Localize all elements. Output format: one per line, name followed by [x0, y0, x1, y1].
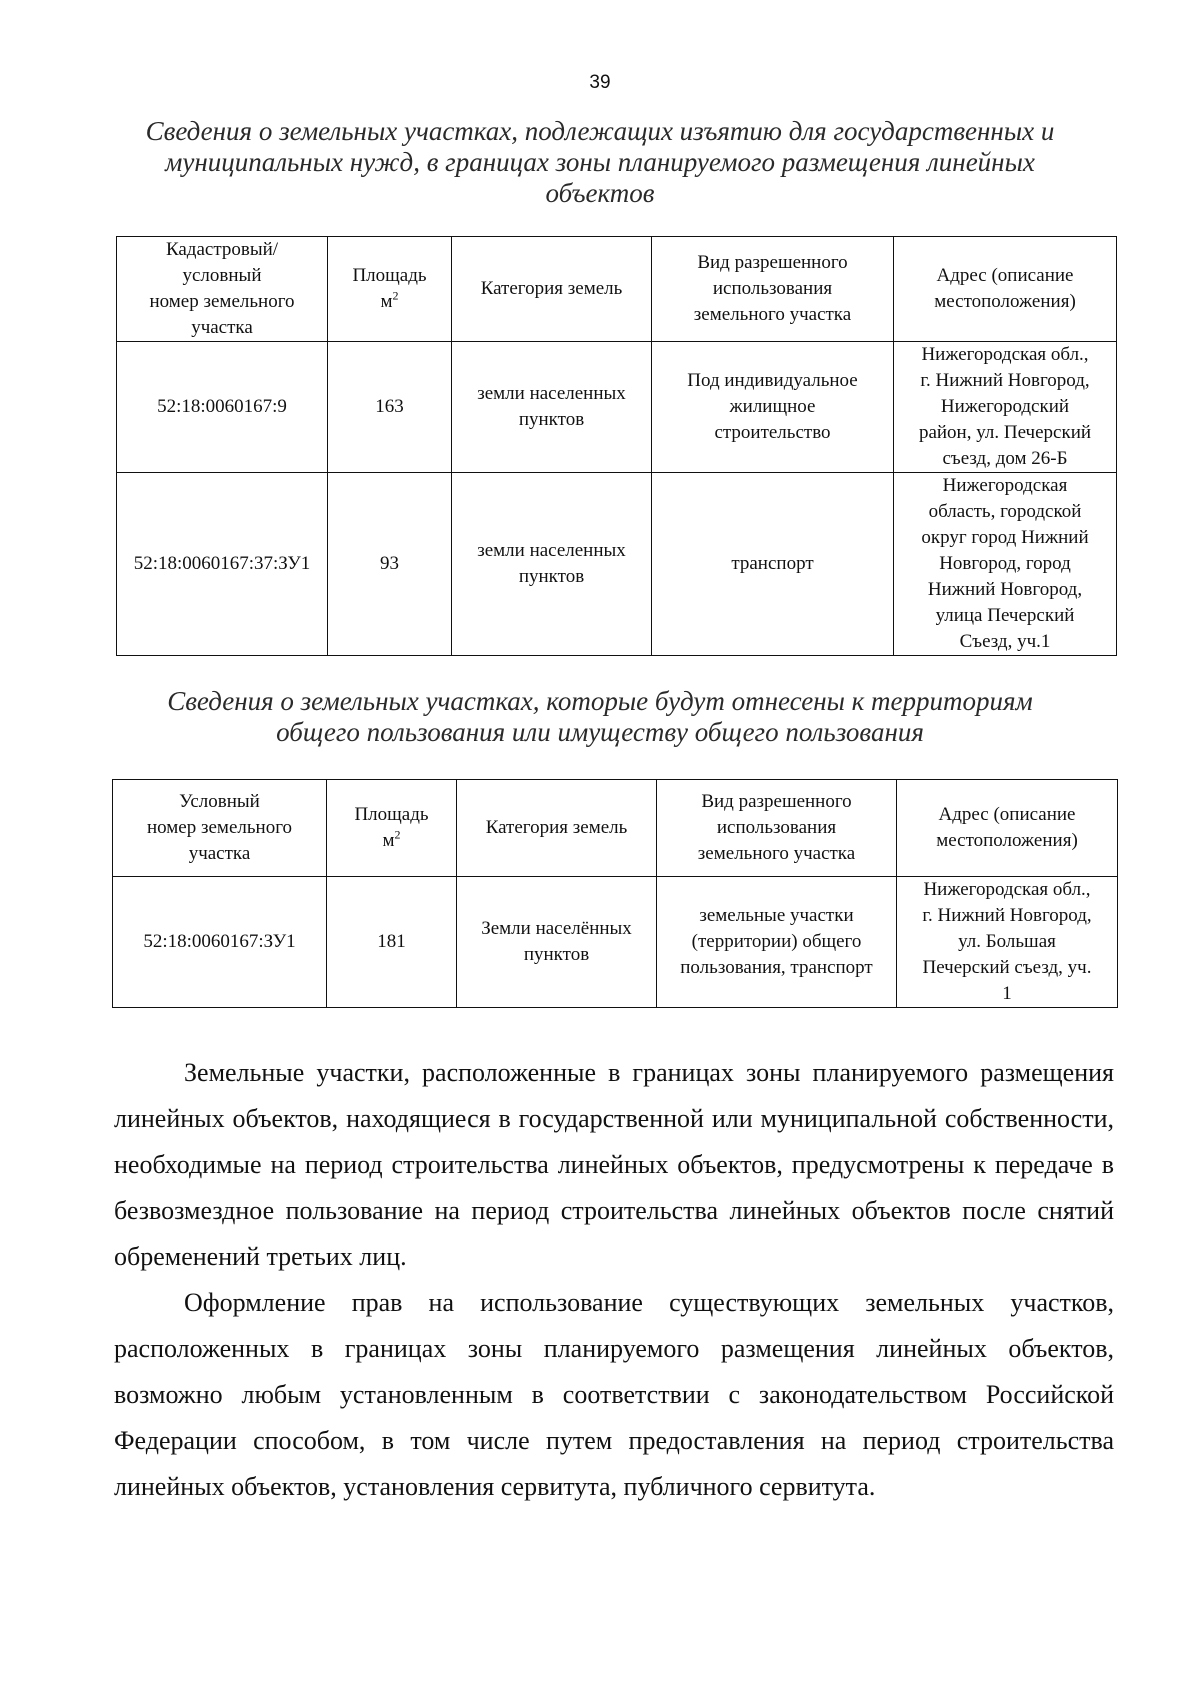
cell-text: Новгород, город: [939, 553, 1071, 574]
section1-caption: [100, 116, 1100, 209]
header-text: Кадастровый/: [165, 239, 279, 260]
cell-text: улица Печерский: [935, 605, 1075, 626]
cell-text: пунктов: [518, 566, 585, 587]
cell-category: [452, 342, 652, 473]
section1-caption-line: муниципальных нужд, в границах зоны планируемого размещения линейных: [165, 147, 1035, 177]
cell-text: ул. Большая: [958, 931, 1056, 952]
header-text: условный: [182, 265, 262, 286]
header-text: земельного участка: [697, 843, 856, 864]
header-category: [452, 237, 652, 342]
header-address: [897, 780, 1118, 877]
header-text: Условный: [179, 791, 260, 812]
cell-area: 93: [328, 473, 452, 656]
paragraph: Оформление прав на использование существующих земельных участков, расположенных в границах зоны планируемого размещения линейных объектов, возможно любым установленным в соответствии с законодательством Российской Федерации способом, в том числе путем предоставления на период строительства линейных объектов, установления сервитута, публичного сервитута.: [114, 1288, 1114, 1501]
header-text: участка: [188, 843, 251, 864]
seizure-parcels-table: [116, 236, 1117, 656]
cell-text: Нижегородская: [942, 475, 1068, 496]
cell-text: Земли населённых: [481, 918, 632, 939]
cell-text: г. Нижний Новгород,: [922, 905, 1092, 926]
page-number: 39: [589, 72, 611, 93]
cell-use: [657, 877, 897, 1008]
header-text: Адрес (описание: [938, 804, 1076, 825]
header-text: участка: [191, 317, 253, 338]
cell-text: г. Нижний Новгород,: [920, 370, 1090, 391]
section1-caption-line: Сведения о земельных участках, подлежащих изъятию для государственных и: [145, 116, 1055, 146]
cell-text: Нижний Новгород,: [927, 579, 1083, 600]
unit-superscript: 2: [392, 288, 399, 303]
cell-category: [452, 473, 652, 656]
header-area-unit: [329, 828, 454, 854]
cell-text: земельные участки: [699, 905, 854, 926]
body-text: [114, 1050, 1114, 1510]
header-text: Вид разрешенного: [697, 252, 848, 273]
cell-text: Нижегородская обл.,: [921, 344, 1089, 365]
unit-superscript: 2: [394, 827, 401, 842]
cell-address: [894, 473, 1117, 656]
header-use: [657, 780, 897, 877]
cell-text: Съезд, уч.1: [959, 631, 1051, 652]
header-area: [327, 780, 457, 877]
table-header-row: [113, 780, 1118, 877]
cell-text: область, городской: [928, 501, 1082, 522]
header-text: Категория земель: [485, 817, 628, 838]
cell-text: съезд, дом 26-Б: [942, 448, 1068, 469]
header-text: местоположения): [934, 291, 1076, 312]
header-text: земельного участка: [693, 304, 852, 325]
header-address: [894, 237, 1117, 342]
cell-cadastral: 52:18:0060167:9: [117, 342, 328, 473]
cell-text: Нижегородский: [940, 396, 1070, 417]
cell-text: Печерский съезд, уч.: [922, 957, 1092, 978]
header-text: Площадь: [354, 804, 429, 825]
cell-text: транспорт: [731, 553, 814, 574]
section2-caption: [100, 686, 1100, 748]
header-text: местоположения): [936, 830, 1078, 851]
header-area: [328, 237, 452, 342]
table-row: [113, 877, 1118, 1008]
public-use-parcels-table: [112, 779, 1118, 1008]
cell-text: район, ул. Печерский: [918, 422, 1092, 443]
cell-text: земли населенных: [477, 540, 626, 561]
cell-area: 181: [327, 877, 457, 1008]
cell-text: Нижегородская обл.,: [923, 879, 1091, 900]
cell-text: жилищное: [729, 396, 816, 417]
cell-text: пунктов: [523, 944, 590, 965]
header-number: [113, 780, 327, 877]
cell-text: Под индивидуальное: [687, 370, 858, 391]
cell-address: [897, 877, 1118, 1008]
section2-caption-line: Сведения о земельных участках, которые будут отнесены к территориям: [167, 686, 1033, 716]
cell-text: (территории) общего: [691, 931, 862, 952]
header-text: использования: [716, 817, 837, 838]
cell-text: округ город Нижний: [921, 527, 1089, 548]
header-text: Категория земель: [480, 278, 623, 299]
cell-use: [652, 473, 894, 656]
cell-text: земли населенных: [477, 383, 626, 404]
header-text: Адрес (описание: [936, 265, 1074, 286]
cell-text: 1: [1002, 983, 1012, 1004]
cell-use: [652, 342, 894, 473]
cell-address: [894, 342, 1117, 473]
cell-text: строительство: [714, 422, 831, 443]
header-text: Площадь: [352, 265, 427, 286]
header-text: использования: [712, 278, 833, 299]
header-area-unit: [330, 289, 449, 315]
unit-text: м: [382, 830, 395, 851]
cell-text: пунктов: [518, 409, 585, 430]
table-row: [117, 473, 1117, 656]
header-text: номер земельного: [149, 291, 295, 312]
header-text: номер земельного: [146, 817, 293, 838]
cell-category: [457, 877, 657, 1008]
header-use: [652, 237, 894, 342]
cell-area: 163: [328, 342, 452, 473]
section1-caption-line: объектов: [545, 178, 655, 208]
paragraph: Земельные участки, расположенные в границах зоны планируемого размещения линейных объектов, находящиеся в государственной или муниципальной собственности, необходимые на период строительства линейных объектов, предусмотрены к передаче в безвозмездное пользование на период строительства линейных объектов после снятий обременений третьих лиц.: [114, 1058, 1114, 1271]
cell-number: 52:18:0060167:ЗУ1: [113, 877, 327, 1008]
table-row: [117, 342, 1117, 473]
header-cadastral: [117, 237, 328, 342]
section2-caption-line: общего пользования или имуществу общего пользования: [276, 717, 924, 747]
table-header-row: [117, 237, 1117, 342]
header-category: [457, 780, 657, 877]
cell-text: пользования, транспорт: [680, 957, 873, 978]
cell-cadastral: 52:18:0060167:37:ЗУ1: [117, 473, 328, 656]
header-text: Вид разрешенного: [701, 791, 852, 812]
unit-text: м: [380, 291, 393, 312]
